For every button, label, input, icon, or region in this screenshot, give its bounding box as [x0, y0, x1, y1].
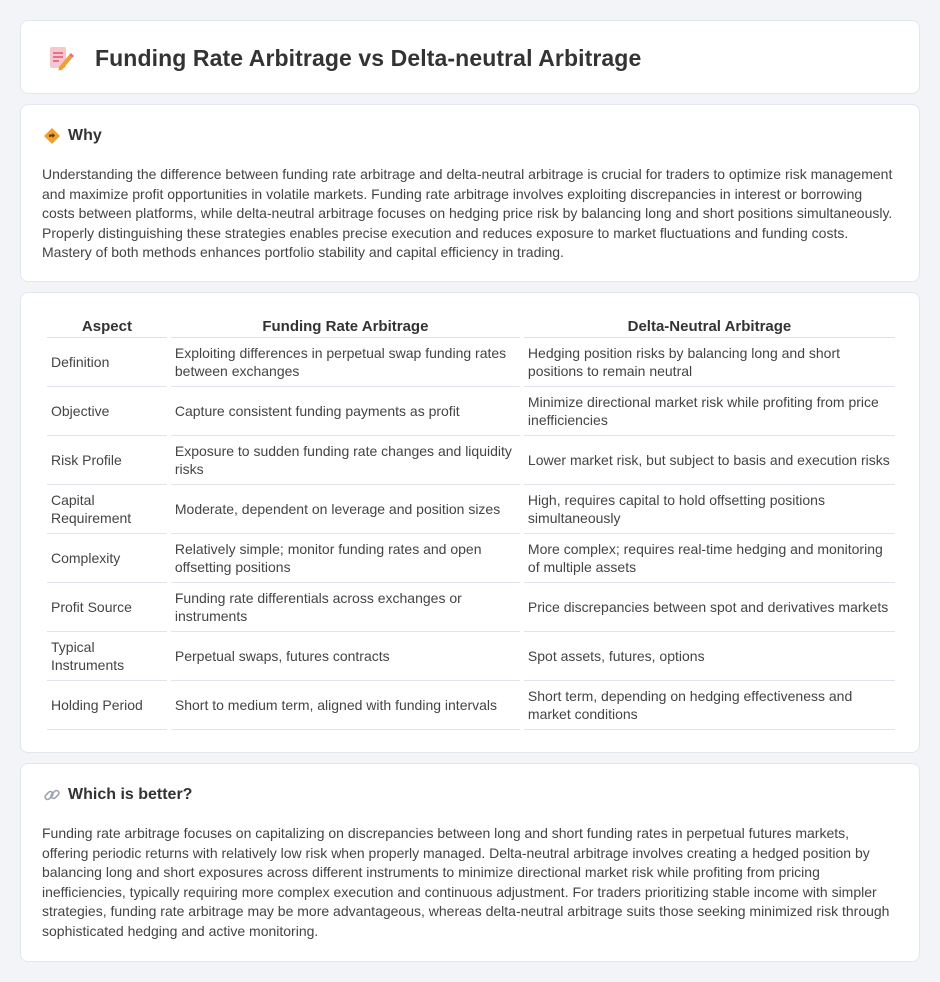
why-section — [20, 104, 920, 282]
funding-cell: Perpetual swaps, futures contracts — [171, 632, 520, 681]
table-row — [47, 632, 895, 681]
table-row — [47, 436, 895, 485]
delta-cell: Price discrepancies between spot and derivatives markets — [524, 583, 895, 632]
page-title: Funding Rate Arbitrage vs Delta-neutral Arbitrage — [95, 44, 642, 71]
delta-cell: Spot assets, futures, options — [524, 632, 895, 681]
aspect-cell: Holding Period — [47, 681, 167, 730]
funding-cell: Short to medium term, aligned with funding intervals — [171, 681, 520, 730]
aspect-cell: Risk Profile — [47, 436, 167, 485]
delta-cell: Lower market risk, but subject to basis and execution risks — [524, 436, 895, 485]
delta-cell: Short term, depending on hedging effectiveness and market conditions — [524, 681, 895, 730]
funding-cell: Capture consistent funding payments as profit — [171, 387, 520, 436]
funding-cell: Relatively simple; monitor funding rates and open offsetting positions — [171, 534, 520, 583]
aspect-cell: Typical Instruments — [47, 632, 167, 681]
document-pencil-icon — [45, 43, 75, 73]
table-row — [47, 534, 895, 583]
funding-cell: Exploiting differences in perpetual swap funding rates between exchanges — [171, 338, 520, 387]
table-row — [47, 485, 895, 534]
which-is-better-section — [20, 763, 920, 962]
delta-cell: High, requires capital to hold offsetting positions simultaneously — [524, 485, 895, 534]
aspect-cell: Definition — [47, 338, 167, 387]
column-header: Funding Rate Arbitrage — [171, 315, 520, 338]
why-title: Why — [68, 127, 102, 144]
delta-cell: Hedging position risks by balancing long and short positions to remain neutral — [524, 338, 895, 387]
aspect-cell: Complexity — [47, 534, 167, 583]
aspect-cell: Capital Requirement — [47, 485, 167, 534]
comparison-section — [20, 292, 920, 753]
table-row — [47, 583, 895, 632]
which-is-better-title: Which is better? — [68, 786, 193, 803]
diamond-arrow-icon — [43, 127, 61, 145]
funding-cell: Exposure to sudden funding rate changes and liquidity risks — [171, 436, 520, 485]
table-row — [47, 338, 895, 387]
funding-cell: Moderate, dependent on leverage and position sizes — [171, 485, 520, 534]
table-header-row — [47, 315, 895, 338]
comparison-table — [43, 315, 899, 730]
aspect-cell: Objective — [47, 387, 167, 436]
table-row — [47, 387, 895, 436]
table-row — [47, 681, 895, 730]
delta-cell: More complex; requires real-time hedging and monitoring of multiple assets — [524, 534, 895, 583]
aspect-cell: Profit Source — [47, 583, 167, 632]
why-text: Understanding the difference between funding rate arbitrage and delta-neutral arbitrage is crucial for traders to optimize risk management and maximize profit opportunities in volatile markets. Funding rate arbitrage involves exploiting discrepancies in interest or borrowing costs between platforms, while delta-neutral arbitrage focuses on hedging price risk by balancing long and short positions simultaneously. Properly distinguishing these strategies enables precise execution and reduces exposure to market fluctuations and funding costs. Mastery of both methods enhances portfolio stability and capital efficiency in trading. — [42, 166, 893, 260]
link-icon — [43, 786, 61, 804]
title-card — [20, 20, 920, 94]
column-header: Delta-Neutral Arbitrage — [524, 315, 895, 338]
delta-cell: Minimize directional market risk while profiting from price inefficiencies — [524, 387, 895, 436]
funding-cell: Funding rate differentials across exchanges or instruments — [171, 583, 520, 632]
which-is-better-text: Funding rate arbitrage focuses on capitalizing on discrepancies between long and short funding rates in perpetual futures markets, offering periodic returns with relatively low risk when properly managed. Delta-neutral arbitrage involves creating a hedged position by balancing long and short exposures across different instruments to minimize directional market risk while profiting from pricing inefficiencies, typically requiring more complex execution and continuous adjustment. For traders prioritizing stable income with simpler strategies, funding rate arbitrage may be more advantageous, whereas delta-neutral arbitrage suits those seeking minimized risk through sophisticated hedging and active monitoring. — [42, 825, 890, 939]
column-header: Aspect — [47, 315, 167, 338]
